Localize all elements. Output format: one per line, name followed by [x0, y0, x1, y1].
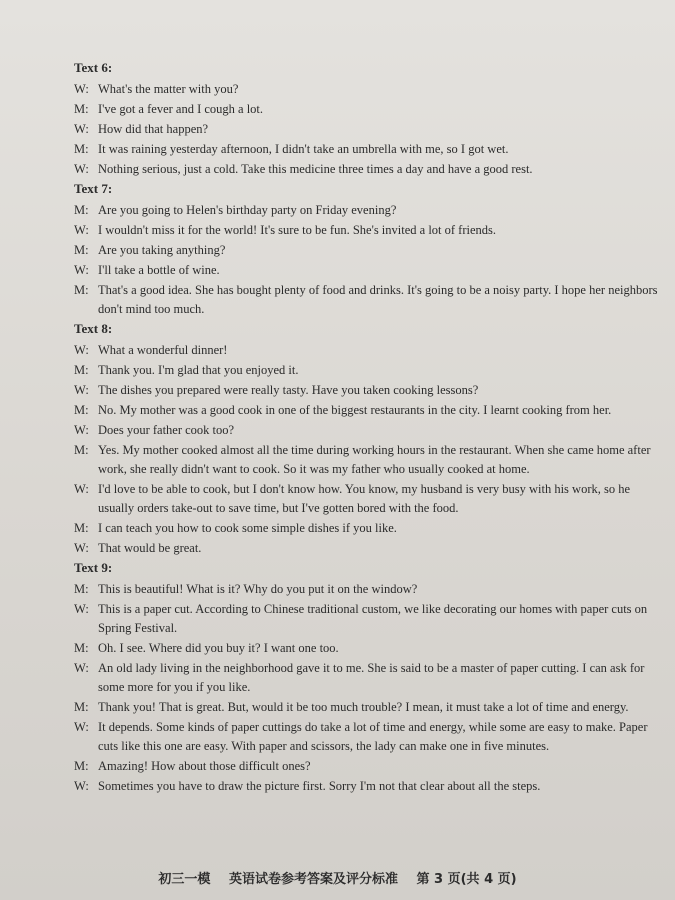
dialogue-line — [74, 241, 659, 260]
speaker-label: W: — [74, 383, 89, 397]
dialogue-text: This is beautiful! What is it? Why do you put it on the window? — [98, 582, 418, 596]
dialogue-line — [74, 777, 659, 796]
dialogue-line — [74, 341, 659, 360]
page-footer — [0, 868, 675, 887]
dialogue-text: Nothing serious, just a cold. Take this medicine three times a day and have a good rest. — [98, 162, 533, 176]
dialogue-line — [74, 401, 659, 420]
dialogue-text: An old lady living in the neighborhood gave it to me. She is said to be a master of paper cutting. I can ask for some more for you if you like. — [98, 661, 645, 694]
speaker-label: W: — [74, 423, 89, 437]
dialogue-text: Does your father cook too? — [98, 423, 235, 437]
speaker-label: W: — [74, 263, 89, 277]
section-heading: Text 7: — [74, 181, 113, 196]
speaker-label: M: — [74, 243, 89, 257]
dialogue-line — [74, 160, 659, 179]
speaker-label: M: — [74, 700, 89, 714]
dialogue-text: Are you taking anything? — [98, 243, 226, 257]
dialogue-text: It was raining yesterday afternoon, I didn't take an umbrella with me, so I got wet. — [98, 142, 509, 156]
footer-page-info: 第 3 页(共 4 页) — [416, 872, 517, 887]
section-heading: Text 8: — [74, 321, 113, 336]
dialogue-line — [74, 201, 659, 220]
dialogue-line — [74, 718, 659, 756]
speaker-label: M: — [74, 582, 89, 596]
footer-doc-title: 英语试卷参考答案及评分标准 — [228, 872, 398, 887]
speaker-label: W: — [74, 122, 89, 136]
dialogue-text: That's a good idea. She has bought plenty of food and drinks. It's going to be a noisy party. I hope her neighbors don't mind too much. — [98, 283, 658, 316]
speaker-label: M: — [74, 363, 89, 377]
dialogue-line — [74, 381, 659, 400]
speaker-label: M: — [74, 759, 89, 773]
dialogue-text: What's the matter with you? — [98, 82, 239, 96]
dialogue-line — [74, 519, 659, 538]
dialogue-text: The dishes you prepared were really tasty. Have you taken cooking lessons? — [98, 383, 479, 397]
speaker-label: M: — [74, 403, 89, 417]
dialogue-section — [74, 181, 659, 319]
dialogue-line — [74, 480, 659, 518]
dialogue-text: Thank you! That is great. But, would it be too much trouble? I mean, it must take a lot of time and energy. — [98, 700, 629, 714]
dialogue-line — [74, 100, 659, 119]
dialogue-line — [74, 281, 659, 319]
dialogue-line — [74, 221, 659, 240]
speaker-label: M: — [74, 443, 89, 457]
speaker-label: M: — [74, 142, 89, 156]
dialogue-text: It depends. Some kinds of paper cuttings do take a lot of time and energy, while some are easy to make. Paper cuts like this one are easy. With paper and scissors, the lady can make one in five minutes. — [98, 720, 648, 753]
footer-grade: 初三一模 — [158, 872, 211, 887]
speaker-label: W: — [74, 602, 89, 616]
dialogue-text: Thank you. I'm glad that you enjoyed it. — [98, 363, 299, 377]
speaker-label: W: — [74, 482, 89, 496]
speaker-label: W: — [74, 661, 89, 675]
dialogue-text: What a wonderful dinner! — [98, 343, 228, 357]
dialogue-line — [74, 757, 659, 776]
dialogue-text: I'll take a bottle of wine. — [98, 263, 220, 277]
speaker-label: W: — [74, 343, 89, 357]
section-heading: Text 9: — [74, 560, 113, 575]
speaker-label: M: — [74, 203, 89, 217]
speaker-label: M: — [74, 283, 89, 297]
section-heading: Text 6: — [74, 60, 113, 75]
dialogue-text: Sometimes you have to draw the picture first. Sorry I'm not that clear about all the steps. — [98, 779, 541, 793]
dialogue-line — [74, 261, 659, 280]
dialogue-text: Are you going to Helen's birthday party on Friday evening? — [98, 203, 397, 217]
dialogue-line — [74, 659, 659, 697]
dialogue-line — [74, 580, 659, 599]
dialogue-text: No. My mother was a good cook in one of the biggest restaurants in the city. I learnt cooking from her. — [98, 403, 612, 417]
speaker-label: W: — [74, 779, 89, 793]
dialogue-text: I can teach you how to cook some simple dishes if you like. — [98, 521, 397, 535]
dialogue-text: That would be great. — [98, 541, 202, 555]
dialogue-text: How did that happen? — [98, 122, 209, 136]
speaker-label: M: — [74, 521, 89, 535]
dialogue-text: Amazing! How about those difficult ones? — [98, 759, 311, 773]
dialogue-text: I've got a fever and I cough a lot. — [98, 102, 264, 116]
speaker-label: M: — [74, 102, 89, 116]
transcript — [74, 58, 659, 797]
dialogue-section — [74, 60, 659, 179]
dialogue-text: I'd love to be able to cook, but I don't know how. You know, my husband is very busy with his work, so he usually orders take-out to save time, but I've gotten bored with the food. — [98, 482, 631, 515]
dialogue-line — [74, 120, 659, 139]
dialogue-line — [74, 140, 659, 159]
speaker-label: W: — [74, 82, 89, 96]
dialogue-section — [74, 560, 659, 796]
dialogue-text: I wouldn't miss it for the world! It's sure to be fun. She's invited a lot of friends. — [98, 223, 497, 237]
dialogue-line — [74, 600, 659, 638]
speaker-label: W: — [74, 720, 89, 734]
dialogue-line — [74, 80, 659, 99]
speaker-label: W: — [74, 162, 89, 176]
dialogue-line — [74, 441, 659, 479]
dialogue-text: Yes. My mother cooked almost all the time during working hours in the restaurant. When she came home after work, she really didn't want to cook. So it was my father who usually cooked at home. — [98, 443, 651, 476]
dialogue-line — [74, 361, 659, 380]
dialogue-line — [74, 421, 659, 440]
dialogue-line — [74, 698, 659, 717]
speaker-label: W: — [74, 541, 89, 555]
speaker-label: W: — [74, 223, 89, 237]
dialogue-line — [74, 539, 659, 558]
dialogue-text: Oh. I see. Where did you buy it? I want one too. — [98, 641, 339, 655]
dialogue-line — [74, 639, 659, 658]
dialogue-section — [74, 321, 659, 558]
speaker-label: M: — [74, 641, 89, 655]
dialogue-text: This is a paper cut. According to Chinese traditional custom, we like decorating our homes with paper cuts on Spring Festival. — [98, 602, 648, 635]
